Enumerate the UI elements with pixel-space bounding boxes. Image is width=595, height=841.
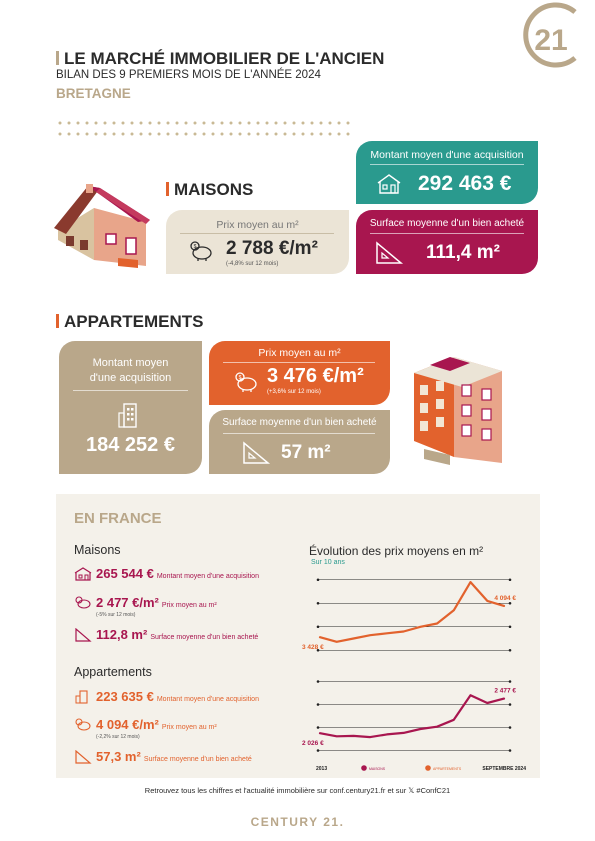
maisons-montant-label: Montant moyen d'une acquisition xyxy=(370,149,524,161)
france-maisons-surface-value: 112,8 m² xyxy=(96,627,148,642)
svg-text:$: $ xyxy=(193,244,197,250)
series-line-appartements xyxy=(320,582,504,642)
maisons-montant-value: 292 463 € xyxy=(418,172,512,195)
building-icon xyxy=(74,690,92,704)
france-appart-surface-value: 57,3 m² xyxy=(96,749,141,764)
x-axis-end-label: SEPTEMBRE 2024 xyxy=(482,766,526,772)
logo-text: 21 xyxy=(534,24,568,57)
legend-swatch xyxy=(425,765,431,771)
decorative-dots xyxy=(56,119,356,139)
maisons-surface-value: 111,4 m² xyxy=(426,242,500,263)
piggy-bank-icon xyxy=(74,718,92,732)
page-subtitle: BILAN DES 9 PREMIERS MOIS DE L'ANNÉE 2024 xyxy=(56,69,321,81)
series-end-label: 2 477 € xyxy=(494,687,516,695)
france-maisons-surface-row xyxy=(74,627,258,642)
maisons-surface-card xyxy=(356,210,538,274)
legend-label: MAISONS xyxy=(369,767,386,771)
france-appart-montant-value: 223 635 € xyxy=(96,689,154,704)
france-appart-prix-row xyxy=(74,717,217,732)
series-end-label: 4 094 € xyxy=(494,594,516,602)
gridline-dot xyxy=(317,680,320,683)
series-start-label: 2 026 € xyxy=(302,740,324,748)
footer-brand: CENTURY 21. xyxy=(250,815,345,829)
piggy-bank-icon xyxy=(74,596,92,610)
maisons-heading: MAISONS xyxy=(166,180,253,200)
piggy-bank-icon xyxy=(233,371,259,393)
gridline-dot xyxy=(509,578,512,581)
gridline-dot xyxy=(317,726,320,729)
appartements-heading: APPARTEMENTS xyxy=(56,312,203,332)
gridline-dot xyxy=(509,649,512,652)
house-icon xyxy=(376,173,402,195)
series-start-label: 3 428 € xyxy=(302,644,324,652)
france-appart-prix-label: Prix moyen au m² xyxy=(161,724,217,731)
set-square-icon xyxy=(241,440,271,466)
series-line-maisons xyxy=(320,695,504,737)
maisons-prix-card xyxy=(166,210,349,274)
france-maisons-prix-note: (-5% sur 12 mois) xyxy=(96,612,136,618)
set-square-icon xyxy=(74,750,92,764)
chart-subtitle: Sur 10 ans xyxy=(311,559,345,566)
appart-surface-value: 57 m² xyxy=(281,442,331,463)
house-icon xyxy=(74,567,92,581)
france-maisons-prix-label: Prix moyen au m² xyxy=(161,602,217,609)
gridline-dot xyxy=(317,749,320,752)
france-title: EN FRANCE xyxy=(74,510,162,527)
france-appart-montant-row xyxy=(74,689,259,704)
region-name: BRETAGNE xyxy=(56,86,131,101)
gridline-dot xyxy=(509,749,512,752)
gridline-dot xyxy=(509,625,512,628)
france-appart-prix-note: (-2,2% sur 12 mois) xyxy=(96,734,140,740)
gridline-dot xyxy=(317,625,320,628)
france-maisons-montant-row xyxy=(74,566,259,581)
gridline-dot xyxy=(317,602,320,605)
piggy-bank-icon xyxy=(188,240,214,262)
legend-swatch xyxy=(361,765,367,771)
france-appart-surface-row xyxy=(74,749,252,764)
france-appart-montant-label: Montant moyen d'une acquisition xyxy=(156,696,259,703)
maisons-surface-label: Surface moyenne d'un bien acheté xyxy=(369,218,525,229)
century21-logo xyxy=(513,0,585,78)
france-maisons-prix-row xyxy=(74,595,217,610)
appart-surface-card xyxy=(209,410,390,474)
appart-montant-label-1: Montant moyen xyxy=(92,357,169,369)
maisons-prix-label: Prix moyen au m² xyxy=(216,219,299,231)
france-maisons-montant-value: 265 544 € xyxy=(96,566,154,581)
legend-label: APPARTEMENTS xyxy=(433,767,462,771)
appart-prix-value: 3 476 €/m² xyxy=(267,365,364,387)
appart-surface-label: Surface moyenne d'un bien acheté xyxy=(222,417,377,428)
france-maisons-heading: Maisons xyxy=(74,543,121,557)
chart-title: Évolution des prix moyens en m² xyxy=(309,544,484,558)
appart-montant-value: 184 252 € xyxy=(86,434,175,456)
x-axis-start-label: 2013 xyxy=(316,766,328,772)
france-maisons-surface-label: Surface moyenne d'un bien acheté xyxy=(150,634,259,641)
gridline-dot xyxy=(509,726,512,729)
gridline-dot xyxy=(509,680,512,683)
price-evolution-chart xyxy=(296,566,534,776)
page-title: LE MARCHÉ IMMOBILIER DE L'ANCIEN xyxy=(56,49,384,69)
france-maisons-prix-value: 2 477 €/m² xyxy=(96,595,159,610)
france-appart-surface-label: Surface moyenne d'un bien acheté xyxy=(143,756,252,763)
france-appart-prix-value: 4 094 €/m² xyxy=(96,717,159,732)
france-maisons-montant-label: Montant moyen d'une acquisition xyxy=(156,573,259,580)
building-icon xyxy=(116,401,144,429)
france-appart-heading: Appartements xyxy=(74,665,152,679)
footer-text: Retrouvez tous les chiffres et l'actualité immobilière sur conf.century21.fr et sur 𝕏 #ConfC21 xyxy=(144,786,451,795)
gridline-dot xyxy=(509,703,512,706)
appart-montant-label-2: d'une acquisition xyxy=(89,372,172,384)
set-square-icon xyxy=(374,240,404,266)
house-illustration xyxy=(54,178,154,274)
appart-montant-card xyxy=(59,341,202,474)
gridline-dot xyxy=(317,703,320,706)
svg-text:$: $ xyxy=(238,375,242,381)
appart-prix-card xyxy=(209,341,390,405)
maisons-montant-card xyxy=(356,141,538,204)
apartment-building-illustration xyxy=(410,345,510,469)
set-square-icon xyxy=(74,628,92,642)
appart-prix-note: (+3,6% sur 12 mois) xyxy=(267,389,321,395)
appart-prix-label: Prix moyen au m² xyxy=(258,347,341,359)
gridline-dot xyxy=(317,578,320,581)
maisons-prix-note: (-4,8% sur 12 mois) xyxy=(226,261,279,267)
gridline-dot xyxy=(509,602,512,605)
maisons-prix-value: 2 788 €/m² xyxy=(226,238,318,259)
